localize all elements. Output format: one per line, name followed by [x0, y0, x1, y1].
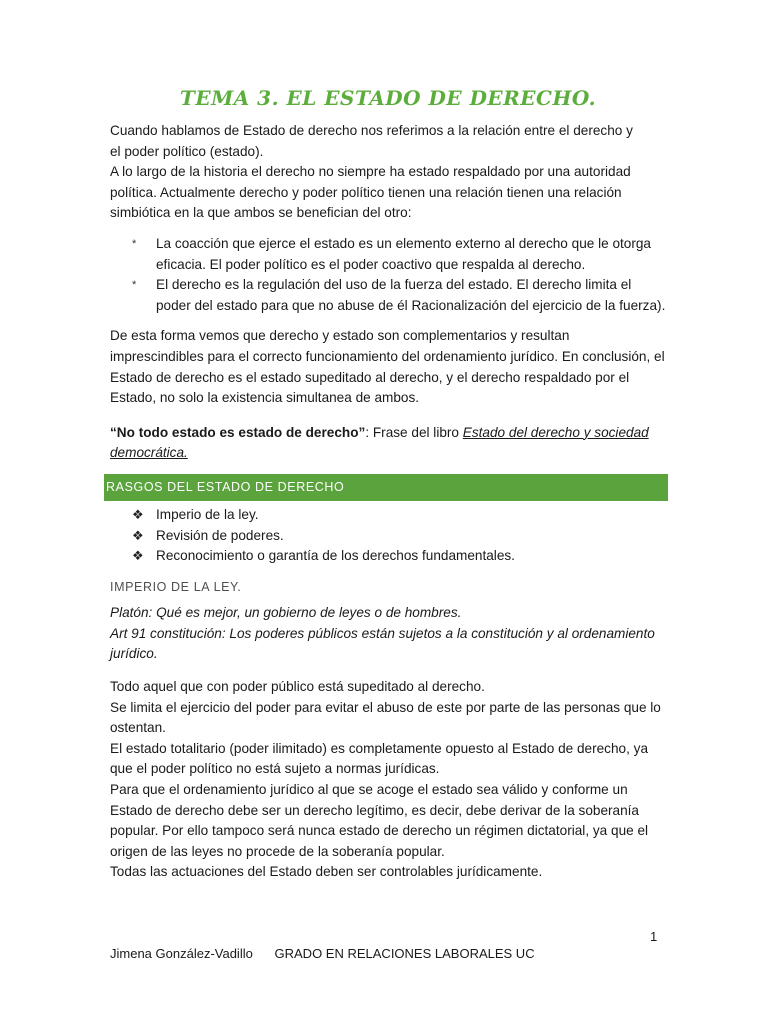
star-bullet-item [110, 275, 666, 316]
quote-text: “No todo estado es estado de derecho” [110, 424, 366, 440]
body-line: Todas las actuaciones del Estado deben ser controlables jurídicamente. [110, 864, 543, 880]
asterisk-bullet-icon: * [132, 279, 137, 292]
asterisk-bullet-icon: * [132, 237, 137, 250]
section-heading: RASGOS DEL ESTADO DE DERECHO [106, 479, 345, 494]
footer-degree: GRADO EN RELACIONES LABORALES UC [274, 946, 535, 961]
star-bullet-text: La coacción que ejerce el estado es un elemento externo al derecho que le otorga eficacia. El poder político es el poder coactivo que respalda al derecho. [156, 235, 651, 272]
section-heading-bar [104, 474, 668, 501]
feature-item [110, 526, 666, 547]
intro-paragraph-line-1: Cuando hablamos de Estado de derecho nos referimos a la relación entre el derecho y [110, 123, 633, 138]
diamond-bullet-icon: ❖ [132, 548, 144, 564]
feature-text: Reconocimiento o garantía de los derechos fundamentales. [156, 548, 515, 564]
quote-paragraph [110, 423, 666, 464]
body-line: Para que el ordenamiento jurídico al que se acoge el estado sea válido y conforme un Estado de derecho debe ser un derecho legítimo, es decir, debe derivar de la soberanía popular. Por ello tampoco será nunca estado de derecho un régimen dictatorial, ya que el origen de las leyes no procede de la soberanía popular. [110, 782, 649, 859]
body-line: El estado totalitario (poder ilimitado) es completamente opuesto al Estado de derecho, ya que el poder político no está sujeto a normas jurídicas. [110, 740, 649, 777]
document-body [106, 83, 666, 883]
book-title-link[interactable]: Estado del derecho y sociedad democrática. [110, 424, 649, 461]
document-title: TEMA 3. EL ESTADO DE DERECHO. [179, 86, 597, 110]
page-number: 1 [650, 929, 658, 944]
subsection-heading: IMPERIO DE LA LEY. [110, 579, 242, 594]
feature-item [110, 546, 666, 567]
features-list [110, 505, 666, 567]
footer-author: Jimena González-Vadillo [110, 946, 253, 961]
conclusion-paragraph: De esta forma vemos que derecho y estado son complementarios y resultan imprescindibles para el correcto funcionamiento del ordenamiento jurídico. En conclusión, el Estado de derecho es el estado supeditado al derecho, y el derecho respaldado por el Estado, no solo la existencia simultanea de ambos. [110, 328, 665, 406]
feature-text: Imperio de la ley. [156, 506, 259, 522]
body-line: Todo aquel que con poder público está supeditado al derecho. [110, 679, 485, 695]
star-bullet-item [110, 234, 666, 275]
quote-connector: : Frase del libro [365, 424, 463, 440]
diamond-bullet-icon: ❖ [132, 506, 144, 522]
constitution-quote: Art 91 constitución: Los poderes públicos están sujetos a la constitución y al ordenamiento jurídico. [110, 625, 655, 662]
feature-text: Revisión de poderes. [156, 527, 284, 543]
intro-paragraph-2: A lo largo de la historia el derecho no siempre ha estado respaldado por una autoridad política. Actualmente derecho y poder político tienen una relación tienen una relación simbiótica en la que ambos se benefician del otro: [110, 164, 631, 221]
page-footer [110, 944, 535, 965]
star-bullet-text: El derecho es la regulación del uso de la fuerza del estado. El derecho limita el poder del estado para que no abuse de él Racionalización del ejercicio de la fuerza). [156, 277, 666, 313]
spacer [110, 665, 666, 677]
platon-quote: Platón: Qué es mejor, un gobierno de leyes o de hombres. [110, 605, 462, 621]
diamond-bullet-icon: ❖ [132, 527, 144, 543]
feature-item [110, 505, 666, 526]
star-bullet-list [110, 234, 666, 316]
body-line: Se limita el ejercicio del poder para evitar el abuso de este por parte de las personas que lo ostentan. [110, 699, 661, 736]
intro-paragraph-line-2: el poder político (estado). [110, 143, 264, 159]
